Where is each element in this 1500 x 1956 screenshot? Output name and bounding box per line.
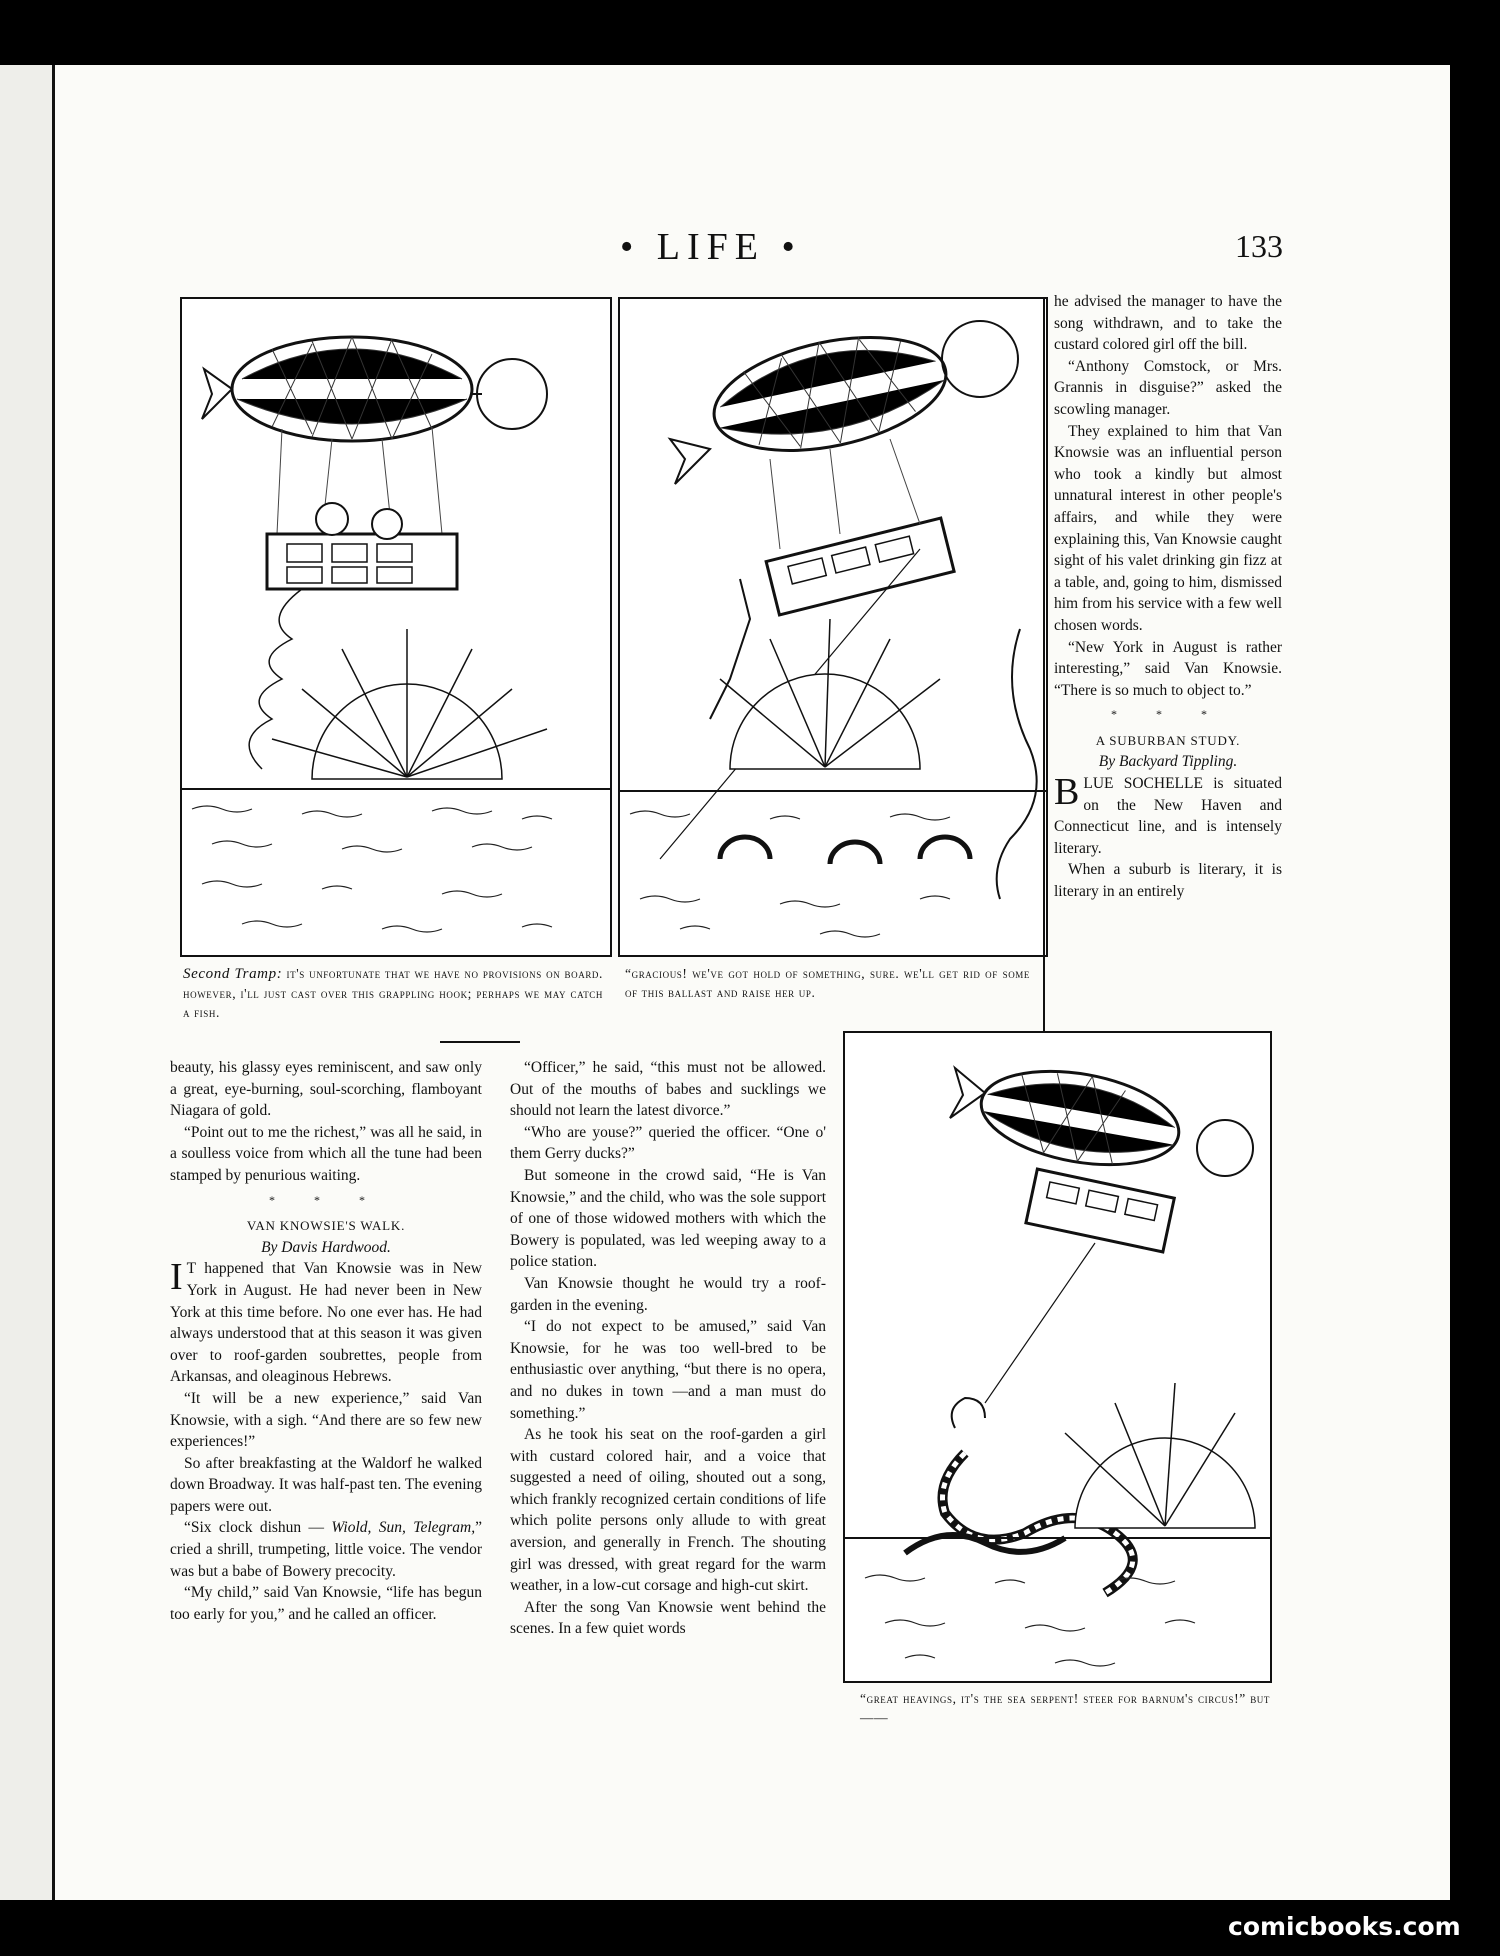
paragraph: “Officer,” he said, “this must not be allowed. Out of the mouths of babes and sucklings we should not learn the latest divorce.”: [510, 1059, 826, 1120]
panel-2-caption: “gracious! we've got hold of something, sure. we'll get rid of some of this ballast and raise her up.: [625, 966, 1030, 1000]
article-heading: A SUBURBAN STUDY.: [1095, 732, 1241, 748]
watermark: comicbooks.com: [1228, 1912, 1461, 1941]
paragraph: “Anthony Comstock, or Mrs. Grannis in disguise?” asked the scowling manager.: [1054, 357, 1282, 418]
middle-column: [510, 1057, 826, 1640]
panel-1-caption: [183, 964, 603, 1022]
paragraph: beauty, his glassy eyes reminiscent, and saw only a great, eye-burning, soul-scorching, flamboyant Niagara of gold.: [170, 1059, 482, 1120]
illustration-panel-1: [180, 297, 612, 957]
quote-text: “Six clock dishun —: [184, 1519, 325, 1537]
sea-serpent-illustration: [845, 1033, 1270, 1681]
panel-1-caption-speaker: Second Tramp:: [183, 966, 283, 982]
paragraph: Van Knowsie thought he would try a roof-garden in the evening.: [510, 1274, 826, 1314]
left-column: [170, 1057, 482, 1625]
paragraph: “It will be a new experience,” said Van Knowsie, with a sigh. “And there are so few new experiences!”: [170, 1389, 482, 1451]
illustration-panel-2: [618, 297, 1048, 957]
caption-divider: [440, 1041, 520, 1043]
page-title: • LIFE •: [620, 226, 802, 268]
paragraph: LUE SOCHELLE is situated on the New Haven and Connecticut line, and is intensely literary.: [1054, 775, 1282, 857]
airship-fishing-illustration: [182, 299, 610, 955]
paragraph: But someone in the crowd said, “He is Van Knowsie,” and the child, who was the sole support of one of those widowed mothers with which the Bowery is populated, was led weeping away to a police station.: [510, 1166, 826, 1271]
facing-page-edge: [0, 65, 55, 1900]
panel-1-caption-text: it's unfortunate that we have no provisions on board. however, i'll just cast over this grappling hook; perhaps we may catch a fish.: [183, 966, 604, 1020]
paragraph: “I do not expect to be amused,” said Van Knowsie, for he was too well-bred to be enthusiastic over anything, “but there is no opera, and no dukes in town —and a man must do something.”: [510, 1318, 826, 1422]
drop-cap: B: [1054, 771, 1080, 814]
illustration-panel-3: [843, 1031, 1272, 1683]
drop-cap: I: [170, 1256, 183, 1299]
panel-3-caption: “great heavings, it's the sea serpent! steer for barnum's circus!” but——: [860, 1691, 1270, 1725]
paragraph: “New York in August is rather interesting,” said Van Knowsie. “There is so much to object to.”: [1054, 638, 1282, 699]
page-number: 133: [1235, 228, 1283, 264]
article-heading: VAN KNOWSIE'S WALK.: [246, 1218, 406, 1234]
paragraph: After the song Van Knowsie went behind the scenes. In a few quiet words: [510, 1598, 826, 1638]
paragraph: T happened that Van Knowsie was in New York in August. He had never been in New York at this time before. No one ever has. He had always understood that at this season it was given over to roof-garden soubrettes, people from Arkansas, and oleaginous Hebrews.: [170, 1260, 482, 1386]
paragraph: he advised the manager to have the song withdrawn, and to take the custard colored girl off the bill.: [1054, 293, 1282, 354]
quote-text: ” cried a shrill, trumpeting, little voice. The vendor was but a babe of Bowery precocity.: [170, 1519, 482, 1580]
right-column-top: [1054, 291, 1282, 903]
article-byline: By Backyard Tippling.: [1098, 753, 1238, 771]
section-separator: * * *: [1111, 707, 1225, 722]
paragraph: “My child,” said Van Knowsie, “life has begun too early for you,” and he called an officer.: [170, 1584, 482, 1623]
paragraph: “Point out to me the richest,” was all he said, in a soulless voice from which all the tune had been stamped by penurious waiting.: [170, 1123, 482, 1184]
airship-grapple-illustration: [620, 299, 1046, 955]
paragraph: As he took his seat on the roof-garden a girl with custard colored hair, and a voice that suggested a need of oiling, shouted out a song, which frankly recognized certain conditions of life which polite persons only allude to with great aversion, and generally in French. The shouting girl was dressed, with great regard for the warm weather, in a low-cut corsage and high-cut skirt.: [510, 1426, 826, 1595]
paragraph: [170, 1517, 482, 1582]
paragraph: So after breakfasting at the Waldorf he walked down Broadway. It was half-past ten. The evening papers were out.: [170, 1454, 482, 1515]
paragraph: “Who are youse?” queried the officer. “One o' them Gerry ducks?”: [510, 1123, 826, 1163]
section-separator: * * *: [269, 1192, 383, 1207]
newspaper-names: Wiold, Sun, Telegram,: [331, 1519, 476, 1537]
article-byline: By Davis Hardwood.: [261, 1238, 391, 1256]
paragraph: They explained to him that Van Knowsie was an influential person who took a kindly but almost unnatural interest in other people's affairs, and while they were explaining this, Van Knowsie caught sight of his valet drinking gin fizz at a table, and, going to him, dismissed him from his service with a few well chosen words.: [1054, 422, 1282, 634]
paragraph: When a suburb is literary, it is literary in an entirely: [1054, 861, 1282, 901]
